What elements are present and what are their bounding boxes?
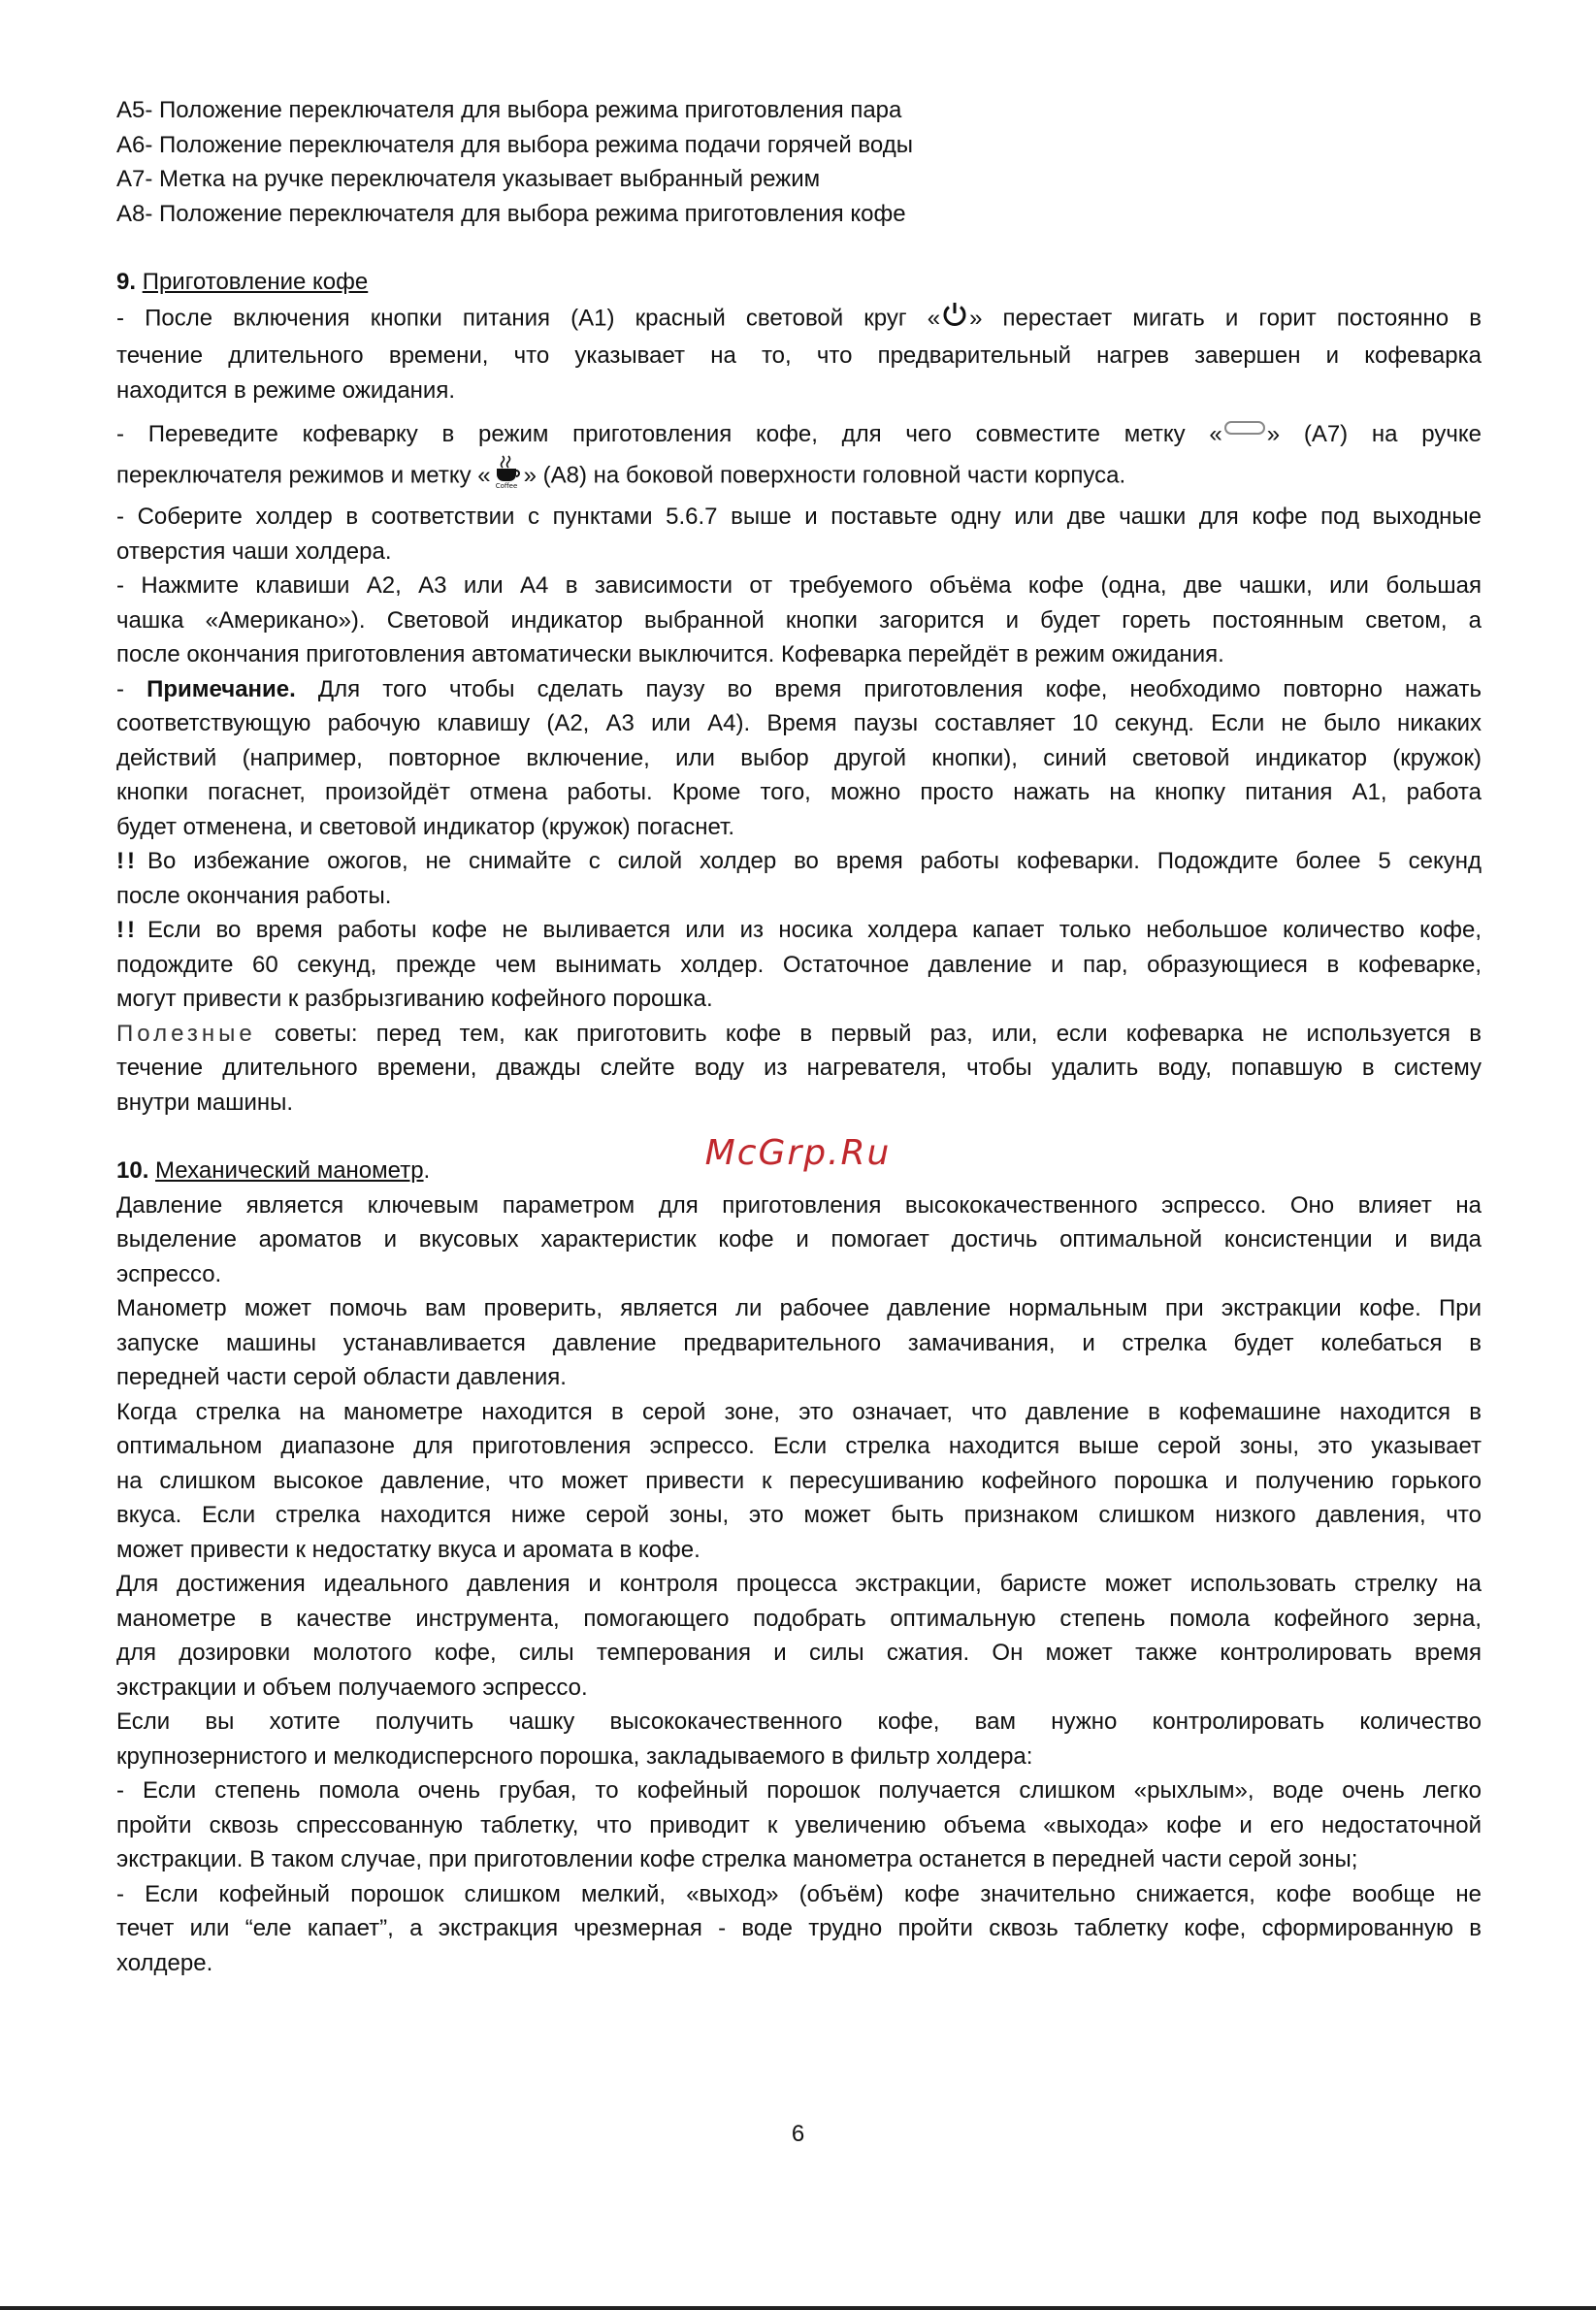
watermark-text: McGrp.Ru: [704, 1133, 892, 1173]
section-9: [116, 265, 1482, 1120]
list-item: А5- Положение переключателя для выбора режима приготовления пара: [116, 97, 902, 123]
paragraph-assemble-holder: - Соберите холдер в соответствии с пунктами 5.6.7 выше и поставьте одну или две чашки для кофе под выходные отверстия чаши холдера.: [116, 504, 1482, 565]
warning-pressure: !! Если во время работы кофе не выливается или из носика холдера капает только небольшое количество кофе, подождите 60 секунд, прежде чем вынимать холдер. Остаточное давление и пар, образующиеся в кофеварке, могут привести к разбрызгиванию кофейного порошка.: [116, 917, 1482, 1013]
paragraph-tips: Полезные советы: перед тем, как приготовить кофе в первый раз, или, если кофеварка не используется в течение длительного времени, дважды слейте воду из нагревателя, чтобы удалить воду, попавшую в систему внутри машины.: [116, 1020, 1482, 1116]
list-item: А8- Положение переключателя для выбора режима приготовления кофе: [116, 200, 906, 227]
selector-mark-icon: [1222, 417, 1267, 453]
svg-text:Coffee: Coffee: [495, 481, 517, 490]
section-title: Приготовление кофе: [142, 269, 369, 295]
bottom-border: [0, 2306, 1596, 2310]
paragraph-select-mode: - Переведите кофеварку в режим приготовления кофе, для чего совместите метку « » (А7) на ручке переключателя режимов и метку « Coffee » (А8) на боковой поверхности головной части корпуса.: [116, 417, 1482, 500]
list-item: А6- Положение переключателя для выбора режима подачи горячей воды: [116, 131, 913, 158]
coffee-cup-icon: [491, 453, 524, 501]
section-number: 10.: [116, 1157, 149, 1185]
tips-label: Полезные: [116, 1020, 256, 1047]
list-item: А7- Метка на ручке переключателя указывает выбранный режим: [116, 166, 821, 192]
paragraph-barista: Для достижения идеального давления и контроля процесса экстракции, баристе может использовать стрелку на манометре в качестве инструмента, помогающего подобрать оптимальную степень помола кофейного зерна, для дозировки молотого кофе, силы темперования и силы сжатия. Он может также контролировать время экстракции и объем получаемого эспрессо.: [116, 1571, 1482, 1701]
paragraph-grey-zone: Когда стрелка на манометре находится в серой зоне, это означает, что давление в кофемашине находится в оптимальном диапазоне для приготовления эспрессо. Если стрелка находится выше серой зоны, это указывает на слишком высокое давление, что может привести к пересушиванию кофейного порошка и получению горького вкуса. Если стрелка находится ниже серой зоны, это может быть признаком слишком низкого давления, что может привести к недостатку вкуса и аромата в кофе.: [116, 1398, 1482, 1563]
section-10-heading: 10. Механический манометр.: [116, 1157, 431, 1185]
section-number: 9.: [116, 269, 137, 295]
page-number: 6: [791, 2121, 805, 2147]
warning-icon: !!: [116, 917, 138, 944]
power-icon: [940, 300, 969, 340]
paragraph-quality-cup: Если вы хотите получить чашку высококачественного кофе, вам нужно контролировать количество крупнозернистого и мелкодисперсного порошка, закладываемого в фильтр холдера:: [116, 1708, 1482, 1770]
section-title: Механический манометр: [155, 1157, 424, 1185]
paragraph-note: - Примечание. Для того чтобы сделать паузу во время приготовления кофе, необходимо повторно нажать соответствующую рабочую клавишу (А2, А3 или А4). Время паузы составляет 10 секунд. Если не было никаких действий (например, повторное включение, или выбор другой кнопки), синий световой индикатор (кружок) кнопки погаснет, произойдёт отмена работы. Кроме того, можно просто нажать на кнопку питания А1, работа будет отменена, и световой индикатор (кружок) погаснет.: [116, 675, 1482, 840]
document-page: [116, 93, 1482, 1980]
paragraph-fine-grind: - Если кофейный порошок слишком мелкий, «выход» (объём) кофе значительно снижается, кофе вообще не течет или “еле капает”, а экстракция чрезмерная - воде трудно пройти сквозь таблетку кофе, сформированную в холдере.: [116, 1880, 1482, 1976]
paragraph-coarse-grind: - Если степень помола очень грубая, то кофейный порошок получается слишком «рыхлым», воде очень легко пройти сквозь спрессованную таблетку, что приводит к увеличению объема «выхода» кофе и его недостаточной экстракции. В таком случае, при приготовлении кофе стрелка манометра останется в передней части серой зоны;: [116, 1777, 1482, 1873]
component-list: [116, 93, 1482, 231]
note-label: Примечание.: [147, 675, 296, 702]
warning-icon: !!: [116, 848, 138, 875]
paragraph-pressure-intro: Давление является ключевым параметром для приготовления высококачественного эспрессо. Оно влияет на выделение ароматов и вкусовых характеристик кофе и помогает достичь оптимальной консистенции и вида эспрессо.: [116, 1191, 1482, 1287]
paragraph-power-on: - После включения кнопки питания (А1) красный световой круг « » перестает мигать и горит постоянно в течение длительного времени, что указывает на то, что предварительный нагрев завершен и кофеварка находится в режиме ожидания.: [116, 300, 1482, 408]
section-10: [116, 1154, 1482, 1980]
paragraph-press-keys: - Нажмите клавиши А2, А3 или А4 в зависимости от требуемого объёма кофе (одна, две чашки, или большая чашка «Американо»). Световой индикатор выбранной кнопки загорится и будет гореть постоянным светом, а после окончания приготовления автоматически выключится. Кофеварка перейдёт в режим ожидания.: [116, 572, 1482, 668]
section-9-heading: [116, 265, 1482, 300]
warning-burns: !! Во избежание ожогов, не снимайте с силой холдер во время работы кофеварки. Подождите более 5 секунд после окончания работы.: [116, 848, 1482, 909]
paragraph-gauge-check: Манометр может помочь вам проверить, является ли рабочее давление нормальным при экстракции кофе. При запуске машины устанавливается давление предварительного замачивания, и стрелка будет колебаться в передней части серой области давления.: [116, 1295, 1482, 1391]
